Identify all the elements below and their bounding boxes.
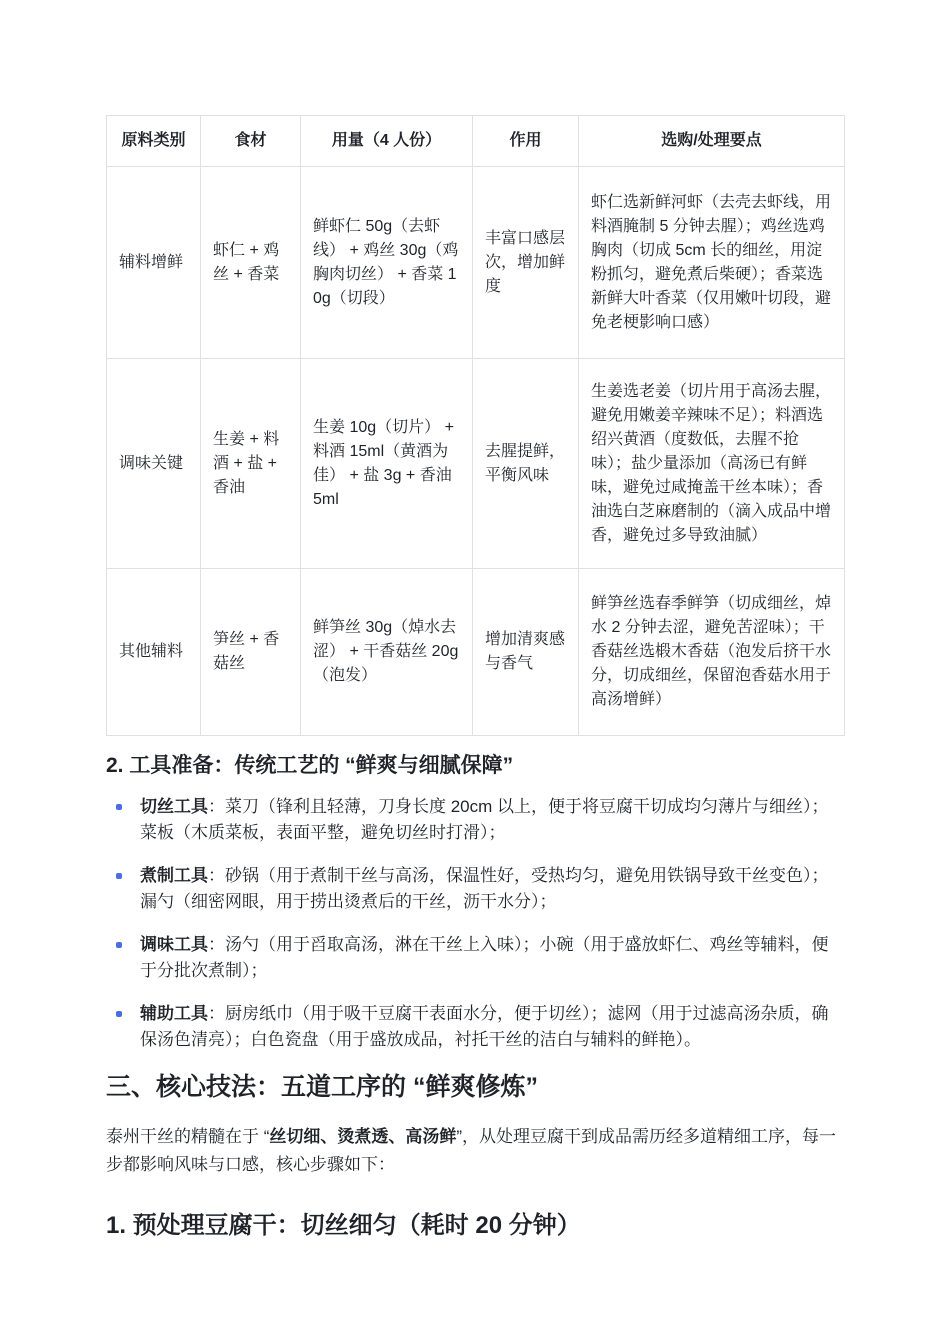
cell-amount: 鲜虾仁 50g（去虾线） + 鸡丝 30g（鸡胸肉切丝） + 香菜 10g（切段） <box>301 167 473 359</box>
label-separator: ： <box>208 797 225 816</box>
list-item-cooking-tools <box>106 863 845 915</box>
list-item-cutting-tools <box>106 794 845 846</box>
cell-notes: 生姜选老姜（切片用于高汤去腥，避免用嫩姜辛辣味不足）；料酒选绍兴黄酒（度数低，去腥不抢味）；盐少量添加（高汤已有鲜味，避免过咸掩盖干丝本味）；香油选白芝麻磨制的（滴入成品中增香，避免过多导致油腻） <box>579 359 845 569</box>
list-item-text <box>140 1004 829 1049</box>
intro-text-post: ”，从处理豆腐干到成品需历经多道精细工序，每一步都影响风味与口感，核心步骤如下： <box>106 1127 837 1174</box>
list-item-text <box>140 797 829 842</box>
intro-text-pre: 泰州干丝的精髓在于 “ <box>106 1127 270 1146</box>
cell-amount: 生姜 10g（切片） + 料酒 15ml（黄酒为佳） + 盐 3g + 香油 5ml <box>301 359 473 569</box>
cell-amount: 鲜笋丝 30g（焯水去涩） + 干香菇丝 20g（泡发） <box>301 569 473 736</box>
intro-text-bold: 丝切细、烫煮透、高汤鲜 <box>269 1127 457 1146</box>
bullet-dot-icon <box>116 1011 122 1017</box>
col-header-role: 作用 <box>473 116 579 167</box>
label-separator: ： <box>208 1004 225 1023</box>
cell-ingredients: 笋丝 + 香菇丝 <box>201 569 301 736</box>
cell-notes: 虾仁选新鲜河虾（去壳去虾线，用料酒腌制 5 分钟去腥）；鸡丝选鸡胸肉（切成 5cm 长的细丝，用淀粉抓匀，避免煮后柴硬）；香菜选新鲜大叶香菜（仅用嫩叶切段，避免老梗影响口感） <box>579 167 845 359</box>
table-header-row <box>107 116 845 167</box>
list-item-text <box>140 866 829 911</box>
table-row <box>107 569 845 736</box>
list-item-seasoning-tools <box>106 932 845 984</box>
label-separator: ： <box>208 866 225 885</box>
table-row <box>107 167 845 359</box>
bullet-dot-icon <box>116 873 122 879</box>
list-item-body: 厨房纸巾（用于吸干豆腐干表面水分，便于切丝）；滤网（用于过滤高汤杂质，确保汤色清亮）；白色瓷盘（用于盛放成品，衬托干丝的洁白与辅料的鲜艳）。 <box>140 1004 829 1049</box>
tools-section-heading: 2. 工具准备：传统工艺的 “鲜爽与细腻保障” <box>106 754 514 777</box>
cell-category: 其他辅料 <box>107 569 201 736</box>
bullet-dot-icon <box>116 804 122 810</box>
cell-notes: 鲜笋丝选春季鲜笋（切成细丝，焯水 2 分钟去涩，避免苦涩味）；干香菇丝选椴木香菇（泡发后挤干水分，切成细丝，保留泡香菇水用于高汤增鲜） <box>579 569 845 736</box>
cell-ingredients: 虾仁 + 鸡丝 + 香菜 <box>201 167 301 359</box>
cell-role: 丰富口感层次，增加鲜度 <box>473 167 579 359</box>
label-separator: ： <box>208 935 225 954</box>
cell-role: 去腥提鲜，平衡风味 <box>473 359 579 569</box>
cell-category: 辅料增鲜 <box>107 167 201 359</box>
table-row <box>107 359 845 569</box>
list-item-body: 汤勺（用于舀取高汤，淋在干丝上入味）；小碗（用于盛放虾仁、鸡丝等辅料，便于分批次煮制）； <box>140 935 829 980</box>
ingredients-table <box>106 115 845 736</box>
tools-list <box>106 794 845 1053</box>
technique-intro-paragraph <box>106 1123 845 1179</box>
col-header-amount: 用量（4 人份） <box>301 116 473 167</box>
list-item-text <box>140 935 829 980</box>
list-item-label: 辅助工具 <box>140 1004 208 1023</box>
list-item-label: 煮制工具 <box>140 866 208 885</box>
list-item-label: 切丝工具 <box>140 797 208 816</box>
cell-category: 调味关键 <box>107 359 201 569</box>
col-header-notes: 选购/处理要点 <box>579 116 845 167</box>
cell-ingredients: 生姜 + 料酒 + 盐 + 香油 <box>201 359 301 569</box>
list-item-body: 砂锅（用于煮制干丝与高汤，保温性好，受热均匀，避免用铁锅导致干丝变色）；漏勺（细密网眼，用于捞出烫煮后的干丝，沥干水分）； <box>140 866 829 911</box>
list-item-label: 调味工具 <box>140 935 208 954</box>
list-item-body: 菜刀（锋利且轻薄，刀身长度 20cm 以上，便于将豆腐干切成均匀薄片与细丝）；菜板（木质菜板，表面平整，避免切丝时打滑）； <box>140 797 829 842</box>
cell-role: 增加清爽感与香气 <box>473 569 579 736</box>
col-header-ingredients: 食材 <box>201 116 301 167</box>
col-header-category: 原料类别 <box>107 116 201 167</box>
technique-section-heading: 三、核心技法：五道工序的 “鲜爽修炼” <box>106 1073 538 1101</box>
bullet-dot-icon <box>116 942 122 948</box>
list-item-auxiliary-tools <box>106 1001 845 1053</box>
step1-heading: 1. 预处理豆腐干：切丝细匀（耗时 20 分钟） <box>106 1212 581 1239</box>
